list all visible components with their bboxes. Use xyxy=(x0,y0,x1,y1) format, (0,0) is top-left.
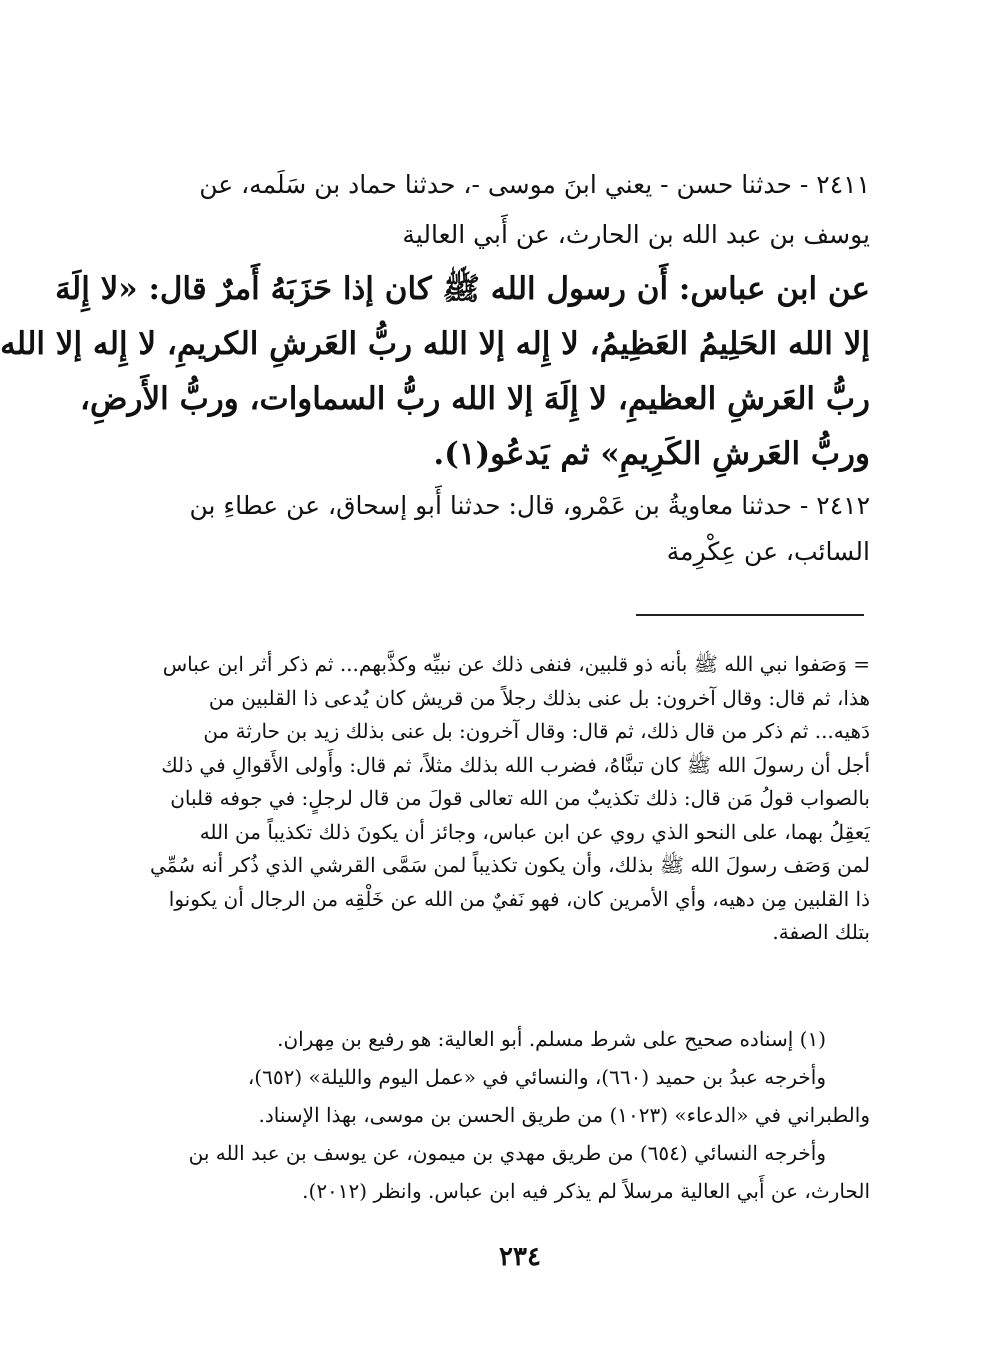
footnote-line: يَعقِلُ بهما، على النحو الذي روي عن ابن عباس، وجائز أن يكونَ ذلك تكذيباً من الله xyxy=(199,819,870,844)
footnote-separator xyxy=(636,614,864,616)
footnote-line: الحارث، عن أَبي العالية مرسلاً لم يذكر فيه ابن عباس. وانظر (٢٠١٢). xyxy=(302,1179,870,1203)
footnote-line: بتلك الصفة. xyxy=(772,920,870,944)
footnote-line: بالصواب قولُ مَن قال: ذلك تكذيبٌ من الله تعالى قولَ من قال لرجلٍ: في جوفه قلبان xyxy=(170,786,870,810)
matn-line: وربُّ العَرشِ الكَرِيمِ» ثم يَدعُو(١). xyxy=(433,436,870,472)
hadith-2412-isnad xyxy=(158,483,870,575)
footnote-line: أجل أن رسولَ الله ﷺ كان تبنَّاهُ، فضرب الله بذلك مثلاً، ثم قال: وأَولى الأَقوالِ في ذلك xyxy=(161,752,870,777)
footnote-line: (١) إسناده صحيح على شرط مسلم. أبو العالية: هو رفيع بن مِهران. xyxy=(277,1027,826,1051)
footnote-line: = وَصَفوا نبي الله ﷺ بأنه ذو قلبين، فنفى ذلك عن نبيِّه وكذَّبهم... ثم ذكر أثر ابن عباس xyxy=(162,652,870,676)
hadith-2411-isnad xyxy=(158,160,870,260)
isnad-line: ٢٤١١ - حدثنا حسن - يعني ابنَ موسى -، حدثنا حماد بن سَلَمه، عن xyxy=(199,170,870,199)
footnote-line: وأخرجه عبدُ بن حميد (٦٦٠)، والنسائي في «عمل اليوم والليلة» (٦٥٢)، xyxy=(247,1065,826,1089)
footnote-line: والطبراني في «الدعاء» (١٠٢٣) من طريق الحسن بن موسى، بهذا الإسناد. xyxy=(258,1103,870,1127)
hadith-2411-matn xyxy=(0,262,870,482)
footnote-1 xyxy=(158,1020,870,1210)
isnad-line: يوسف بن عبد الله بن الحارث، عن أَبي العالية xyxy=(402,220,870,249)
isnad-line: السائب، عن عِكْرِمة xyxy=(666,537,870,566)
isnad-line: ٢٤١٢ - حدثنا معاويةُ بن عَمْرو، قال: حدثنا أَبو إسحاق، عن عطاءِ بن xyxy=(189,491,870,520)
footnote-line: دَهيه... ثم ذكر من قال ذلك، ثم قال: وقال آخرون: بل عنى بذلك زيد بن حارثة من xyxy=(203,719,870,743)
footnote-line: هذا، ثم قال: وقال آخرون: بل عنى بذلك رجلاً من قريش كان يُدعى ذا القلبين من xyxy=(208,685,870,710)
matn-line: إلا الله الحَلِيمُ العَظِيمُ، لا إِله إلا الله ربُّ العَرشِ الكريمِ، لا إِله إلا الله xyxy=(0,326,870,362)
footnote-line: ذا القلبين مِن دهيه، وأي الأمرين كان، فهو نَفيٌ من الله عن خَلْقِه من الرجال أن يكونوا xyxy=(168,886,870,911)
matn-line: عن ابن عباس: أَن رسول الله ﷺ كان إذا حَزَبَهُ أَمرٌ قال: «لا إِلَهَ xyxy=(55,271,870,307)
matn-line: ربُّ العَرشِ العظيمِ، لا إِلَهَ إلا الله ربُّ السماوات، وربُّ الأَرضِ، xyxy=(80,381,870,417)
footnote-line: وأخرجه النسائي (٦٥٤) من طريق مهدي بن ميمون، عن يوسف بن عبد الله بن xyxy=(188,1141,826,1165)
footnote-continuation xyxy=(149,648,870,950)
footnote-line: لمن وَصَف رسولَ الله ﷺ بذلك، وأن يكون تكذيباً لمن سَمَّى القرشي الذي ذُكر أنه سُمِّي xyxy=(149,853,870,877)
page-number: ٢٣٤ xyxy=(499,1242,541,1272)
